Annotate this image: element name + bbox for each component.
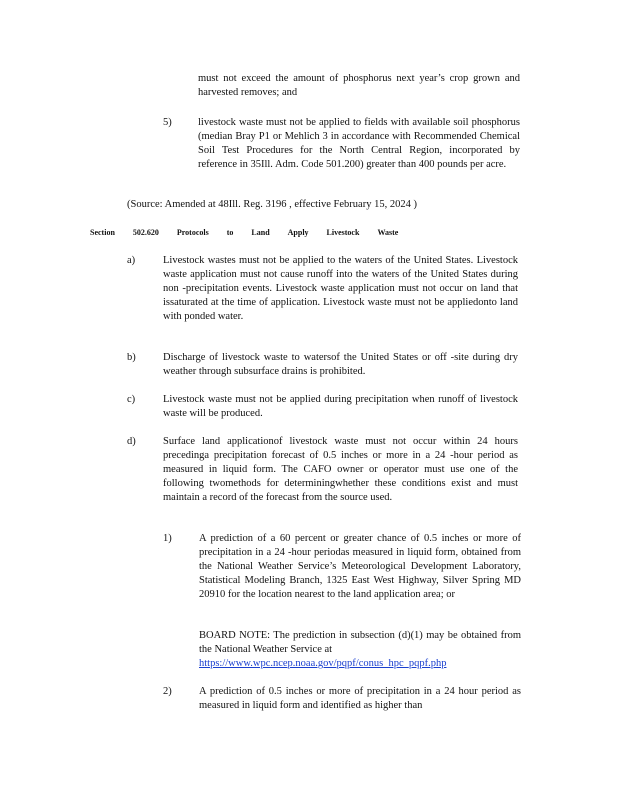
source-note: (Source: Amended at 48Ill. Reg. 3196 , effective February 15, 2024 ) [127, 199, 417, 210]
item-c-label: c) [127, 394, 136, 405]
noaa-link[interactable]: https://www.wpc.ncep.noaa.gov/pqpf/conus_hpc_pqpf.php [199, 658, 447, 669]
board-note-text: BOARD NOTE: The prediction in subsection (d)(1) may be obtained from the National Weather Service at [199, 630, 521, 655]
item-b-label: b) [127, 352, 136, 363]
section-word: Protocols [176, 228, 209, 237]
item-5-number: 5) [163, 117, 172, 128]
item-a-text: Livestock wastes must not be applied to the waters of the United States. Livestock waste application must not cause runoff into the waters of the United States during non -precipitation events. Livestock waste application must not occur on land that issaturated at the time of application. Livestock waste must not be appliedonto land with ponded water. [163, 255, 518, 322]
section-word: Livestock [326, 228, 360, 237]
section-heading [90, 226, 398, 240]
item-a-label: a) [127, 255, 136, 266]
sub-1-number: 1) [163, 533, 172, 544]
item-d-label: d) [127, 436, 136, 447]
sub-2-text: A prediction of 0.5 inches or more of precipitation in a 24 hour period as measured in liquid form and identified as higher than [199, 686, 521, 711]
section-word: Apply [287, 228, 309, 237]
board-note [199, 629, 521, 671]
item-b-text: Discharge of livestock waste to watersof the United States or off -site during dry weather through subsurface drains is prohibited. [163, 352, 518, 377]
item-c-text: Livestock waste must not be applied during precipitation when runoff of livestock waste will be produced. [163, 394, 518, 419]
item-d-text: Surface land applicationof livestock waste must not occur within 24 hours precedinga precipitation forecast of 0.5 inches or more in a 24 -hour period as measured in liquid form. The CAFO owner or operator must use one of the following twomethods for determiningwhether these conditions exist and must maintain a record of the forecast from the source used. [163, 436, 518, 503]
sub-1-text: A prediction of a 60 percent or greater chance of 0.5 inches or more of precipitation in a 24 -hour periodas measured in liquid form, obtained from the National Weather Service’s Meteorological Development Laboratory, Statistical Modeling Branch, 1325 East West Highway, Silver Spring MD 20910 for the location nearest to the land application area; or [199, 533, 521, 600]
sub-2-number: 2) [163, 686, 172, 697]
section-word: Waste [377, 228, 399, 237]
section-word: Section [90, 228, 115, 237]
continuation-text: must not exceed the amount of phosphorus next year’s crop grown and harvested removes; and [198, 73, 520, 98]
item-5-text: livestock waste must not be applied to fields with available soil phosphorus (median Bray P1 or Mehlich 3 in accordance with Recommended Chemical Soil Test Procedures for the North Central Region, incorporated by reference in 35Ill. Adm. Code 501.200) greater than 400 pounds per acre. [198, 117, 520, 170]
section-word: Land [251, 228, 270, 237]
section-number: 502.620 [132, 228, 159, 237]
section-word: to [226, 228, 234, 237]
